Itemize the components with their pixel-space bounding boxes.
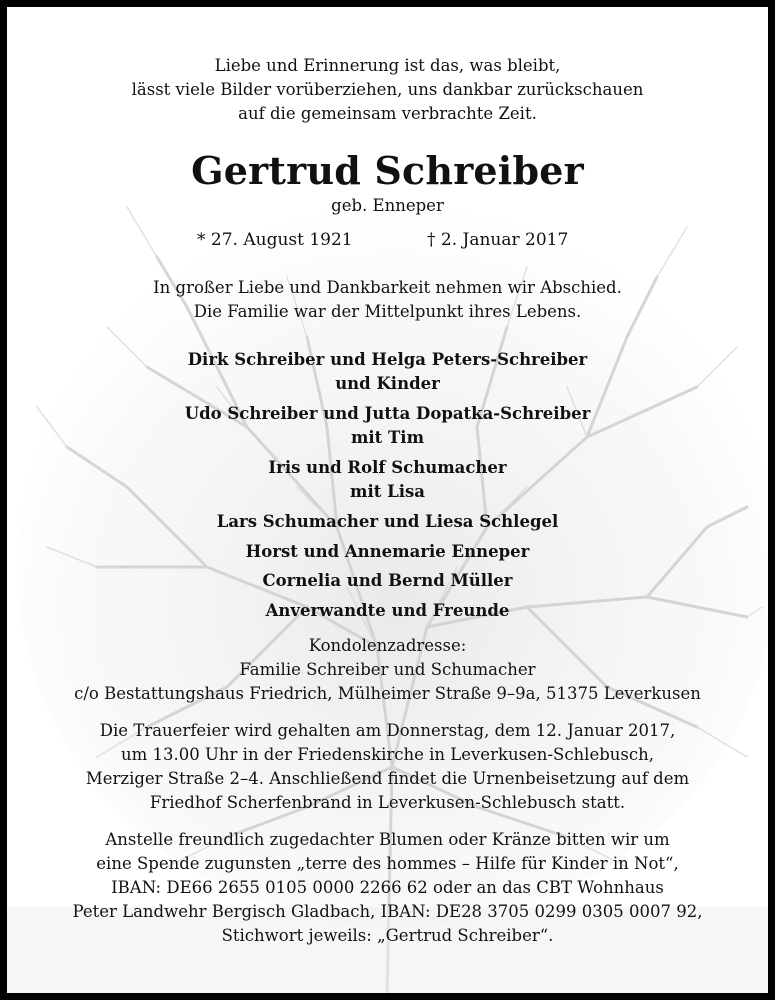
donation-line-4: Peter Landwehr Bergisch Gladbach, IBAN: DE28 3705 0299 0305 0007 92, [72, 902, 703, 921]
mourner-line: Dirk Schreiber und Helga Peters-Schreiber [187, 350, 588, 369]
birth-name: geb. Enneper [331, 196, 444, 215]
donation-line-3: IBAN: DE66 2655 0105 0000 2266 62 oder an das CBT Wohnhaus [111, 878, 664, 897]
death-date: † 2. Januar 2017 [427, 230, 569, 250]
service-line-3: Merziger Straße 2–4. Anschließend findet die Urnenbeisetzung auf dem [85, 769, 690, 788]
donation-line-5: Stichwort jeweils: „Gertrud Schreiber“. [221, 926, 554, 945]
birth-date: * 27. August 1921 [197, 230, 353, 250]
condolence-address: c/o Bestattungshaus Friedrich, Mülheimer Straße 9–9a, 51375 Leverkusen [74, 684, 701, 703]
mourner-line: mit Tim [350, 428, 425, 447]
service-line-4: Friedhof Scherfenbrand in Leverkusen-Schlebusch statt. [149, 793, 626, 812]
service-line-2: um 13.00 Uhr in der Friedenskirche in Leverkusen-Schlebusch, [121, 745, 654, 764]
donation-line-2: eine Spende zugunsten „terre des hommes – Hilfe für Kinder in Not“, [96, 854, 679, 873]
condolence-heading: Kondolenzadresse: [308, 636, 467, 655]
mourner-line: und Kinder [335, 374, 440, 393]
mourner-line: Iris und Rolf Schumacher [268, 458, 507, 477]
mourner-line: mit Lisa [350, 482, 425, 501]
donation-line-1: Anstelle freundlich zugedachter Blumen oder Kränze bitten wir um [105, 830, 670, 849]
poem-line-3: auf die gemeinsam verbrachte Zeit. [238, 104, 537, 123]
mourner-line: Cornelia und Bernd Müller [262, 571, 513, 590]
poem-line-2: lässt viele Bilder vorüberziehen, uns dankbar zurückschauen [131, 80, 644, 99]
mourner-line: Lars Schumacher und Liesa Schlegel [216, 512, 559, 531]
farewell-line-1: In großer Liebe und Dankbarkeit nehmen wir Abschied. [153, 278, 622, 297]
mourner-line: Horst und Annemarie Enneper [245, 542, 530, 561]
deceased-name: Gertrud Schreiber [191, 148, 584, 193]
service-line-1: Die Trauerfeier wird gehalten am Donnerstag, dem 12. Januar 2017, [99, 721, 676, 740]
poem-line-1: Liebe und Erinnerung ist das, was bleibt, [214, 56, 561, 75]
condolence-family: Familie Schreiber und Schumacher [239, 660, 536, 679]
mourner-line: Udo Schreiber und Jutta Dopatka-Schreiber [184, 404, 591, 423]
farewell-line-2: Die Familie war der Mittelpunkt ihres Lebens. [193, 302, 582, 321]
mourner-line: Anverwandte und Freunde [265, 601, 510, 620]
